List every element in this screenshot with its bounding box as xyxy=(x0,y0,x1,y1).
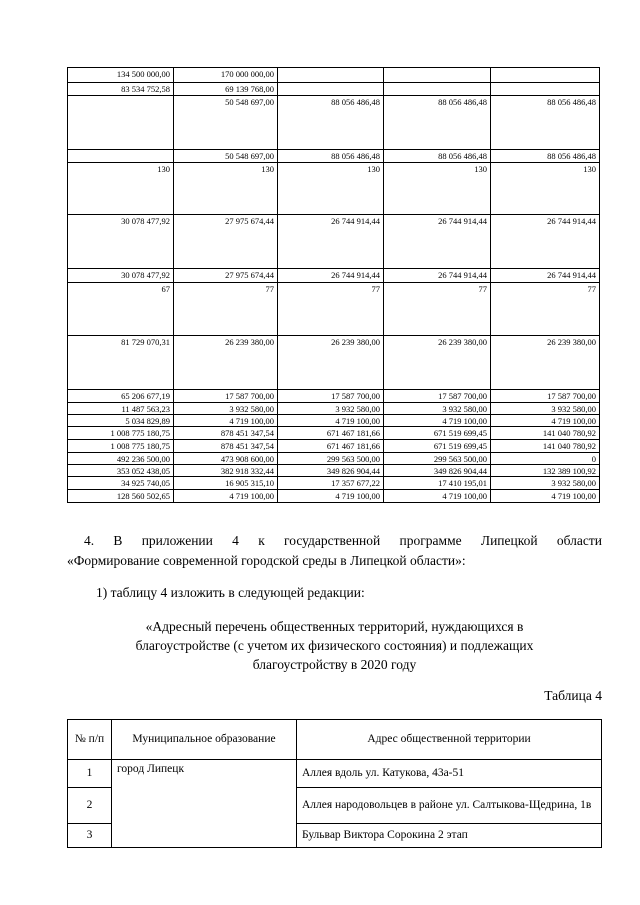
table-cell: 88 056 486,48 xyxy=(278,150,384,163)
table-cell: 3 932 580,00 xyxy=(491,403,600,415)
header-municipality: Муниципальное образование xyxy=(112,720,297,760)
table-row xyxy=(68,215,600,269)
table-cell: 30 078 477,92 xyxy=(68,215,174,269)
table-row xyxy=(68,415,600,427)
table-cell: 26 239 380,00 xyxy=(384,336,491,390)
table-cell: 4 719 100,00 xyxy=(491,490,600,503)
table-cell: 26 239 380,00 xyxy=(278,336,384,390)
table-cell: 4 719 100,00 xyxy=(278,415,384,427)
table-cell: 671 519 699,45 xyxy=(384,440,491,453)
table-cell: 30 078 477,92 xyxy=(68,269,174,283)
table-cell: 88 056 486,48 xyxy=(491,96,600,150)
table-row xyxy=(68,83,600,96)
table-cell xyxy=(278,68,384,83)
table-cell: 671 519 699,45 xyxy=(384,427,491,440)
table-cell: 88 056 486,48 xyxy=(491,150,600,163)
table-cell: 17 587 700,00 xyxy=(174,390,278,403)
table-cell: 17 587 700,00 xyxy=(384,390,491,403)
table-cell: 88 056 486,48 xyxy=(278,96,384,150)
table-row xyxy=(68,283,600,336)
table-row xyxy=(68,427,600,440)
table-row xyxy=(68,477,600,490)
table-cell: 77 xyxy=(278,283,384,336)
table-cell: 88 056 486,48 xyxy=(384,150,491,163)
table-label: Таблица 4 xyxy=(544,688,602,703)
table-cell: 17 587 700,00 xyxy=(278,390,384,403)
table-cell xyxy=(384,83,491,96)
table-row xyxy=(68,68,600,83)
table-cell: 17 410 195,01 xyxy=(384,477,491,490)
table-cell: 4 719 100,00 xyxy=(491,415,600,427)
finance-table xyxy=(67,67,600,503)
caption-line-1: «Адресный перечень общественных территорий, нуждающихся в xyxy=(145,619,524,634)
table-cell xyxy=(68,150,174,163)
table-cell: 26 239 380,00 xyxy=(174,336,278,390)
table-cell: 134 500 000,00 xyxy=(68,68,174,83)
table-cell xyxy=(278,83,384,96)
table-cell xyxy=(491,68,600,83)
table-cell: 27 975 674,44 xyxy=(174,269,278,283)
table-cell: 27 975 674,44 xyxy=(174,215,278,269)
table-cell: 77 xyxy=(491,283,600,336)
table-cell: 878 451 347,54 xyxy=(174,440,278,453)
table-cell: 130 xyxy=(278,163,384,215)
table-row xyxy=(68,390,600,403)
table-cell: 3 932 580,00 xyxy=(278,403,384,415)
table-row xyxy=(68,403,600,415)
table-caption xyxy=(67,617,602,674)
table-cell: 81 729 070,31 xyxy=(68,336,174,390)
table-cell: 132 389 100,92 xyxy=(491,465,600,477)
table-cell: 26 744 914,44 xyxy=(278,215,384,269)
table-cell: 382 918 332,44 xyxy=(174,465,278,477)
table-cell: 130 xyxy=(491,163,600,215)
header-num: № п/п xyxy=(68,720,112,760)
table-cell: 26 744 914,44 xyxy=(491,269,600,283)
table-cell: 130 xyxy=(384,163,491,215)
table-cell: 353 052 438,05 xyxy=(68,465,174,477)
address-table xyxy=(67,719,602,848)
table-cell: 4 719 100,00 xyxy=(278,490,384,503)
row-address: Аллея народовольцев в районе ул. Салтыкова-Щедрина, 1в xyxy=(297,788,602,824)
table-cell: 1 008 775 180,75 xyxy=(68,440,174,453)
table-cell: 349 826 904,44 xyxy=(384,465,491,477)
table-cell: 16 905 315,10 xyxy=(174,477,278,490)
table-cell: 3 932 580,00 xyxy=(384,403,491,415)
table-cell: 17 587 700,00 xyxy=(491,390,600,403)
header-address: Адрес общественной территории xyxy=(297,720,602,760)
table-cell: 130 xyxy=(68,163,174,215)
table-cell: 5 034 829,89 xyxy=(68,415,174,427)
row-num: 3 xyxy=(68,824,112,848)
table-cell: 26 744 914,44 xyxy=(278,269,384,283)
paragraph-4-line-2: «Формирование современной городской среды в Липецкой области»: xyxy=(67,553,466,568)
table-cell: 3 932 580,00 xyxy=(491,477,600,490)
table-cell: 17 357 677,22 xyxy=(278,477,384,490)
table-row xyxy=(68,465,600,477)
table-cell: 492 236 500,00 xyxy=(68,453,174,465)
table-row xyxy=(68,96,600,150)
item-1: 1) таблицу 4 изложить в следующей редакции: xyxy=(96,585,365,600)
table-cell: 4 719 100,00 xyxy=(174,490,278,503)
table-row xyxy=(68,150,600,163)
caption-line-2: благоустройстве (с учетом их физического состояния) и подлежащих xyxy=(135,638,534,653)
table-cell: 26 239 380,00 xyxy=(491,336,600,390)
table-row xyxy=(68,163,600,215)
table-row xyxy=(68,269,600,283)
table-cell: 50 548 697,00 xyxy=(174,96,278,150)
table-cell: 878 451 347,54 xyxy=(174,427,278,440)
table-cell: 299 563 500,00 xyxy=(278,453,384,465)
table-row xyxy=(68,440,600,453)
table-cell: 83 534 752,58 xyxy=(68,83,174,96)
table-cell: 26 744 914,44 xyxy=(384,269,491,283)
finance-table-body xyxy=(68,68,600,503)
table-cell: 473 908 600,00 xyxy=(174,453,278,465)
municipality-cell: город Липецк xyxy=(112,760,297,848)
table-cell: 26 744 914,44 xyxy=(384,215,491,269)
table-row xyxy=(68,336,600,390)
table-cell: 0 xyxy=(491,453,600,465)
table-cell: 128 560 502,65 xyxy=(68,490,174,503)
table-cell: 170 000 000,00 xyxy=(174,68,278,83)
table-cell: 671 467 181,66 xyxy=(278,440,384,453)
table-cell: 26 744 914,44 xyxy=(491,215,600,269)
table-row xyxy=(68,490,600,503)
table-cell: 77 xyxy=(174,283,278,336)
table-cell: 3 932 580,00 xyxy=(174,403,278,415)
table-cell: 34 925 740,05 xyxy=(68,477,174,490)
row-num: 2 xyxy=(68,788,112,824)
table-cell: 130 xyxy=(174,163,278,215)
table-cell: 349 826 904,44 xyxy=(278,465,384,477)
table-cell: 65 206 677,19 xyxy=(68,390,174,403)
table-cell: 671 467 181,66 xyxy=(278,427,384,440)
row-address: Бульвар Виктора Сорокина 2 этап xyxy=(297,824,602,848)
table-cell: 141 040 780,92 xyxy=(491,427,600,440)
table-cell xyxy=(384,68,491,83)
table-cell xyxy=(491,83,600,96)
table-cell: 69 139 768,00 xyxy=(174,83,278,96)
table-cell: 4 719 100,00 xyxy=(384,490,491,503)
table-cell: 67 xyxy=(68,283,174,336)
address-table-header xyxy=(68,720,602,760)
table-row xyxy=(68,453,600,465)
table-cell: 4 719 100,00 xyxy=(174,415,278,427)
paragraph-4 xyxy=(84,531,602,550)
table-row xyxy=(68,760,602,788)
table-cell: 50 548 697,00 xyxy=(174,150,278,163)
row-address: Аллея вдоль ул. Катукова, 43а-51 xyxy=(297,760,602,788)
table-cell: 88 056 486,48 xyxy=(384,96,491,150)
table-cell: 1 008 775 180,75 xyxy=(68,427,174,440)
table-cell: 11 487 563,23 xyxy=(68,403,174,415)
paragraph-4-line-1: 4. В приложении 4 к государственной программе Липецкой области xyxy=(84,533,602,548)
table-cell: 4 719 100,00 xyxy=(384,415,491,427)
table-cell: 141 040 780,92 xyxy=(491,440,600,453)
row-num: 1 xyxy=(68,760,112,788)
caption-line-3: благоустройству в 2020 году xyxy=(252,657,417,672)
table-cell: 299 563 500,00 xyxy=(384,453,491,465)
table-cell xyxy=(68,96,174,150)
table-cell: 77 xyxy=(384,283,491,336)
